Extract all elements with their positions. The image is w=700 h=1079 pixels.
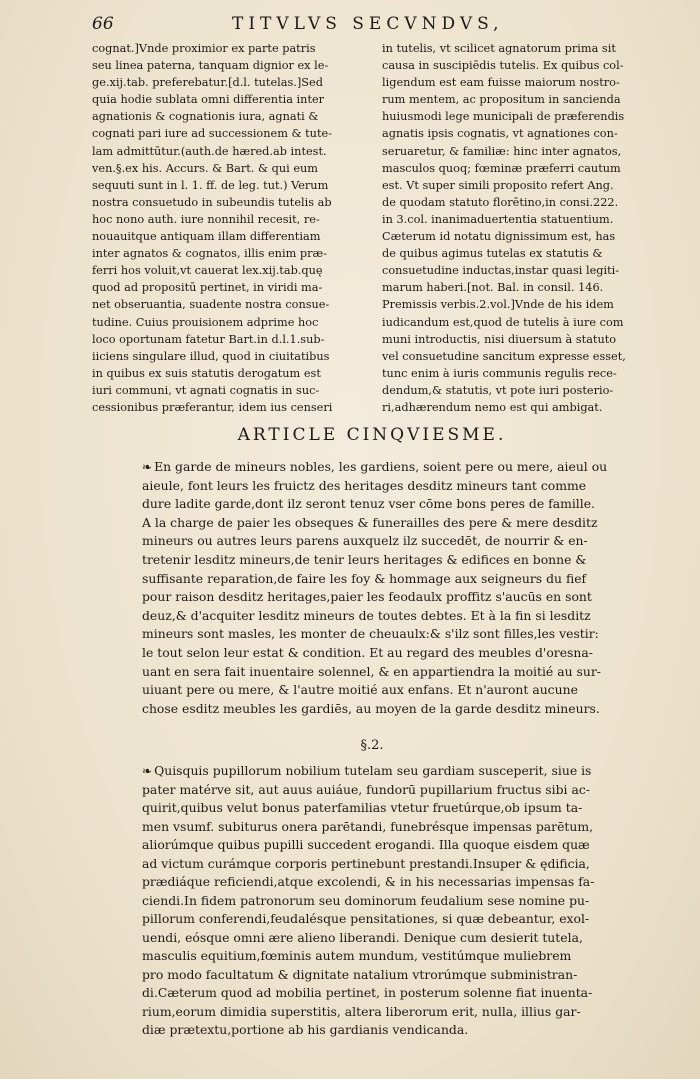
paragraph-mark-icon: ❧ xyxy=(142,764,153,778)
text-line: muni introductis, nisi diuersum à statuto xyxy=(382,332,617,346)
text-line: dendum,& statutis, vt pote iuri posterio- xyxy=(382,383,614,397)
text-line: lam admittūtur.(auth.de hæred.ab intest. xyxy=(92,144,327,158)
text-line: vel consuetudine sancitum expresse esset, xyxy=(382,349,626,363)
text-line: quia hodie sublata omni differentia inter xyxy=(92,93,325,107)
text-line: seu linea paterna, tanquam dignior ex le- xyxy=(92,59,329,73)
commentary-columns xyxy=(92,40,652,414)
text-line: iudicandum est,quod de tutelis à iure com xyxy=(382,315,624,329)
text-line: iiciens singulare illud, quod in ciuitatibus xyxy=(92,349,330,363)
text-line xyxy=(142,762,642,781)
text-line: quirit,quibus velut bonus paterfamilias vtetur fruetúrque,ob ipsum ta- xyxy=(142,800,583,815)
text-line: cessionibus præferantur, idem ius censeri xyxy=(92,400,333,414)
text-line: de quodam statuto florētino,in consi.222. xyxy=(382,195,619,209)
text-line: quod ad propositū pertinet, in viridi ma- xyxy=(92,281,323,295)
latin-section-text xyxy=(142,762,642,1040)
text-line: consuetudine inductas,instar quasi legiti- xyxy=(382,264,620,278)
text-line: ciendi.In fidem patronorum seu dominorum feudalium sese nomine pu- xyxy=(142,892,590,908)
french-article-text xyxy=(142,458,642,718)
text-line: causa in suscipiēdis tutelis. Ex quibus col- xyxy=(382,59,624,73)
text-line: mineurs ou autres leurs parens auxquelz ilz succedēt, de nourrir & en- xyxy=(142,533,588,549)
text-line: tretenir lesditz mineurs,de tenir leurs heritages & edifices en bonne & xyxy=(142,551,587,567)
text-line: agnationis & cognationis iura, agnati & xyxy=(92,110,319,124)
text-line: pater matérve sit, aut auus auiáue, fundorū pupillarium fructus sibi ac- xyxy=(142,781,590,797)
text-line: A la charge de paier les obseques & funerailles des pere & mere desditz xyxy=(142,514,598,530)
page-header xyxy=(92,14,652,38)
text-line: rium,eorum dimidia superstitis, altera liberorum erit, nulla, illius gar- xyxy=(142,1003,581,1019)
text-line: uendi, eósque omni ære alieno liberandi. Denique cum desierit tutela, xyxy=(142,929,583,945)
text-line: in tutelis, vt scilicet agnatorum prima sit xyxy=(382,42,616,55)
text-line: ven.§.ex his. Accurs. & Bart. & qui eum xyxy=(92,161,318,175)
text-line: le tout selon leur estat & condition. Et au regard des meubles d'oresna- xyxy=(142,644,593,660)
text-line: agnatis ipsis cognatis, vt agnationes con- xyxy=(382,127,618,141)
text-line: uiuant pere ou mere, & l'autre moitié aux enfans. Et n'auront aucune xyxy=(142,682,578,698)
text-line: diæ prætextu,portione ab his gardianis vendicanda. xyxy=(142,1022,469,1037)
text-line: aliorúmque quibus pupilli succedent erogandi. Illa quoque eisdem quæ xyxy=(142,837,590,852)
text-line-content: Quisquis pupillorum nobilium tutelam seu gardiam susceperit, siue is xyxy=(154,763,592,778)
text-line: net obseruantia, suadente nostra consue- xyxy=(92,298,330,312)
text-line: men vsumf. subiturus onera parētandi, funebrésque impensas parētum, xyxy=(142,818,594,834)
text-line: di.Cæterum quod ad mobilia pertinet, in posterum solenne fiat inuenta- xyxy=(142,985,593,1000)
text-line: marum haberi.[not. Bal. in consil. 146. xyxy=(382,281,604,295)
text-line-content: En garde de mineurs nobles, les gardiens, soient pere ou mere, aieul ou xyxy=(154,459,608,474)
text-line: in quibus ex suis statutis derogatum est xyxy=(92,366,321,380)
section-mark: §.2. xyxy=(360,738,384,753)
text-line: ri,adhærendum nemo est qui ambigat. xyxy=(382,400,603,414)
text-line xyxy=(142,458,642,477)
text-line: inter agnatos & cognatos, illis enim præ- xyxy=(92,247,327,261)
text-line: prædiáque reficiendi,atque excolendi, & in his necessarias impensas fa- xyxy=(142,874,595,889)
text-line: suffisante reparation,de faire les foy & hommage aux seigneurs du fief xyxy=(142,570,587,586)
text-line: aieule, font leurs les fruictz des heritages desditz mineurs tant comme xyxy=(142,477,587,493)
text-line: masculis equitium,fœminis autem mundum, vestitúmque muliebrem xyxy=(142,948,572,963)
text-line: huiusmodi lege municipali de præferendis xyxy=(382,110,625,124)
text-line: ferri hos voluit,vt cauerat lex.xij.tab.quę xyxy=(92,264,323,278)
text-line: ligendum est eam fuisse maiorum nostro- xyxy=(382,76,620,90)
text-line: hoc nono auth. iure nonnihil recesit, re- xyxy=(92,212,320,226)
text-line: cognati pari iure ad successionem & tute- xyxy=(92,127,332,141)
article-heading: ARTICLE CINQVIESME. xyxy=(237,425,507,445)
text-line: pillorum conferendi,feudalésque pensitationes, si quæ debeantur, exol- xyxy=(142,911,590,926)
text-line: in 3.col. inanimaduertentia statuentium. xyxy=(382,212,614,226)
text-line: de quibus agimus tutelas ex statutis & xyxy=(382,247,603,261)
text-line: pour raison desditz heritages,paier les feodaulx proffitz s'aucūs en sont xyxy=(142,589,592,605)
paragraph-mark-icon: ❧ xyxy=(142,460,153,474)
text-line: deuz,& d'acquiter lesditz mineurs de toutes debtes. Et à la fin si lesditz xyxy=(142,607,591,623)
text-line: ge.xij.tab. preferebatur.[d.l. tutelas.]Sed xyxy=(92,76,323,90)
text-line: tudine. Cuius prouisionem adprime hoc xyxy=(92,315,319,329)
text-line: loco oportunam fatetur Bart.in d.l.1.sub- xyxy=(92,332,325,346)
text-line: Premissis verbis.2.vol.]Vnde de his idem xyxy=(382,298,614,312)
text-line: Cæterum id notatu dignissimum est, has xyxy=(382,230,616,244)
text-line: uant en sera fait inuentaire solennel, & en appartiendra la moitié au sur- xyxy=(142,663,601,679)
text-line: tunc enim à iuris communis regulis rece- xyxy=(382,366,617,380)
text-line: rum mentem, ac propositum in sancienda xyxy=(382,93,621,107)
text-line: seruaretur, & familiæ: hinc inter agnatos, xyxy=(382,144,622,158)
text-line: ad victum curámque corporis pertinebunt prestandi.Insuper & ędificia, xyxy=(142,855,590,871)
text-line: pro modo facultatum & dignitate natalium vtrorúmque subministran- xyxy=(142,966,578,982)
text-line: dure ladite garde,dont ilz seront tenuz vser cōme bons peres de famille. xyxy=(142,496,595,512)
text-line: iuri communi, vt agnati cognatis in suc- xyxy=(92,383,320,397)
text-line: nostra consuetudo in subeundis tutelis ab xyxy=(92,195,332,209)
text-line: est. Vt super simili proposito refert Ang. xyxy=(382,178,614,192)
right-column xyxy=(382,40,648,416)
page-number: 66 xyxy=(92,14,114,34)
text-line: masculos quoq; fœminæ præferri cautum xyxy=(382,161,621,175)
text-line: cognat.]Vnde proximior ex parte patris xyxy=(92,42,316,55)
text-line: chose esditz meubles les gardiēs, au moyen de la garde desditz mineurs. xyxy=(142,700,600,716)
running-title: TITVLVS SECVNDVS, xyxy=(232,14,504,34)
text-line: sequuti sunt in l. 1. ff. de leg. tut.) Verum xyxy=(92,178,329,192)
left-column xyxy=(92,40,358,416)
text-line: nouauitque antiquam illam differentiam xyxy=(92,230,321,244)
text-line: mineurs sont masles, les monter de cheuaulx:& s'ilz sont filles,les vestir: xyxy=(142,626,599,642)
